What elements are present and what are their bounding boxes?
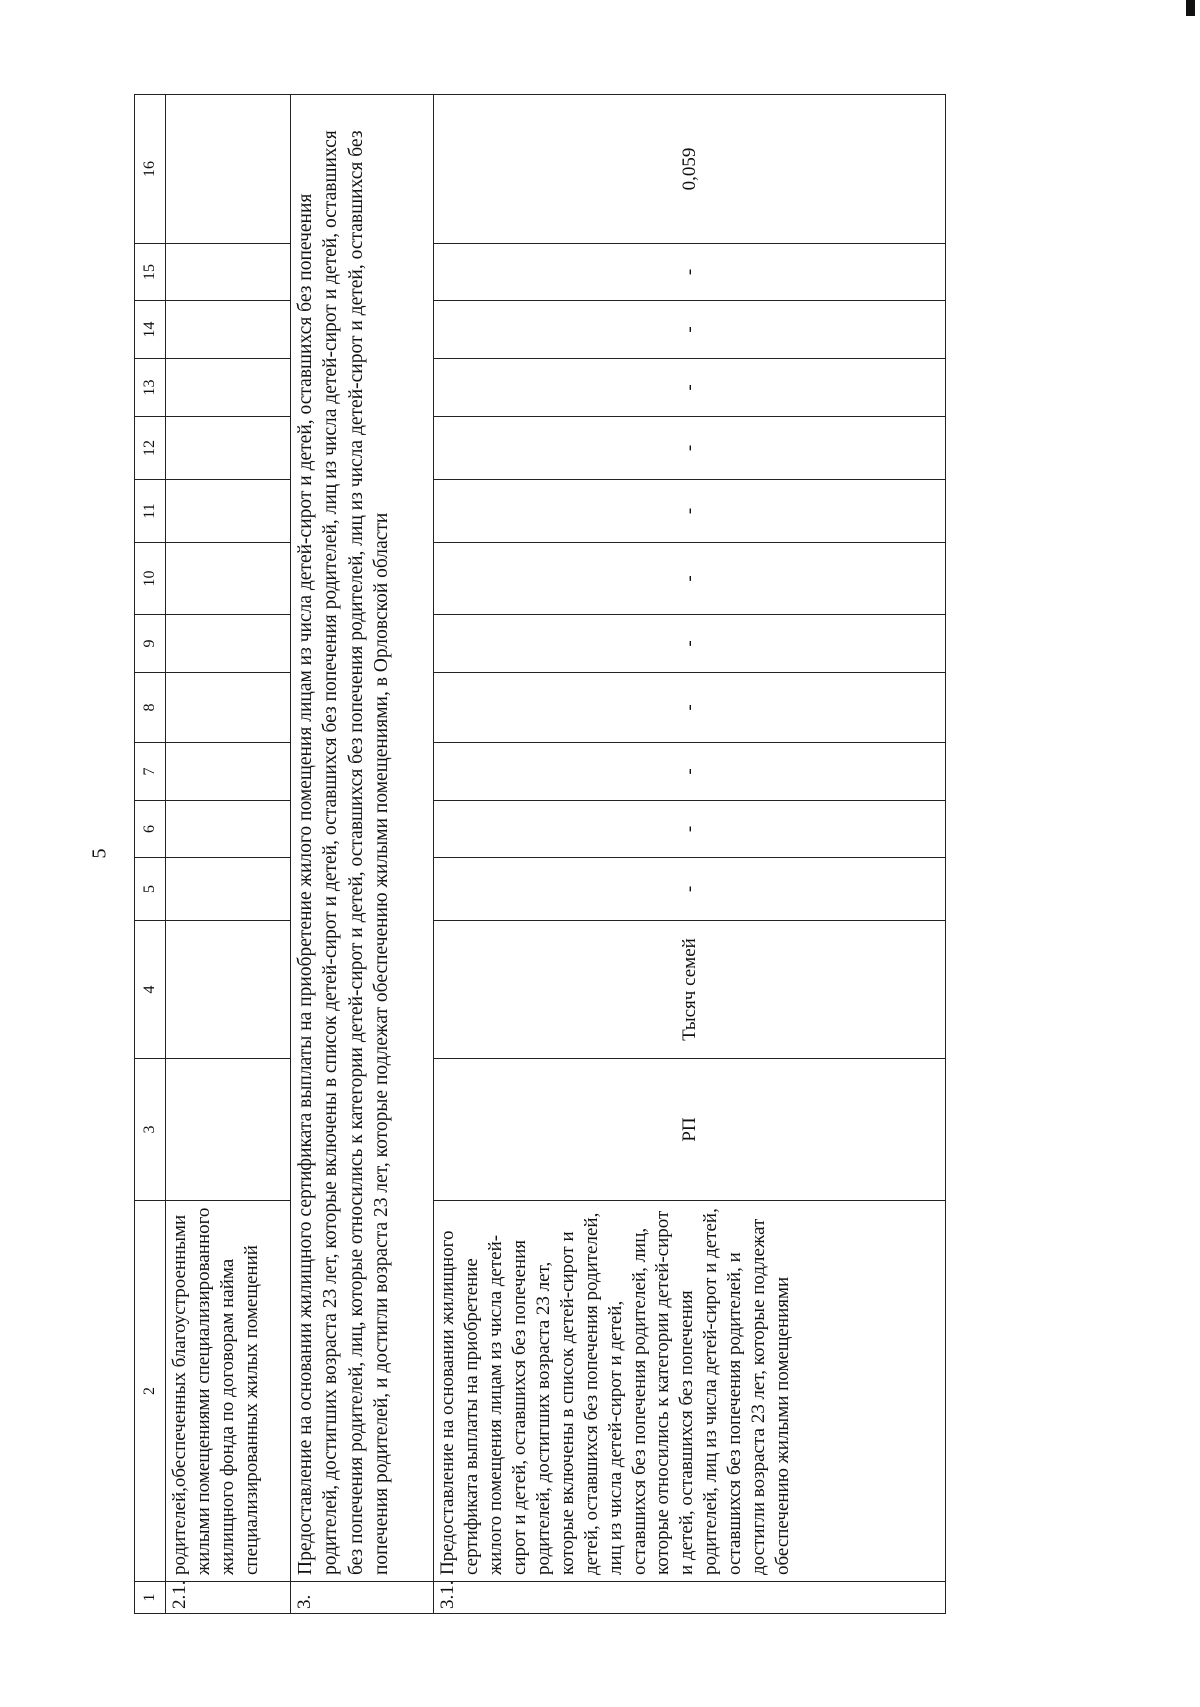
col-number: 11 [135, 480, 166, 543]
row-number: 2.1. [166, 1582, 291, 1614]
value-cell: - [434, 543, 946, 615]
row-description: родителей,обеспеченных благоустроенными жилыми помещениями специализированного жилищного фонда по договорам найма специализированных жилых помещений [166, 1201, 291, 1582]
value-cell: - [434, 417, 946, 480]
value-cell: - [434, 359, 946, 417]
col-number: 6 [135, 801, 166, 858]
col-number: 1 [135, 1582, 166, 1614]
indicator-table [134, 94, 946, 1614]
col-number: 9 [135, 615, 166, 673]
col-number: 8 [135, 673, 166, 743]
empty-cell [166, 743, 291, 801]
empty-cell [166, 673, 291, 743]
col-number: 4 [135, 921, 166, 1059]
row-number: 3. [291, 1582, 434, 1614]
value-cell: - [434, 673, 946, 743]
rotated-table-wrapper [134, 94, 946, 1614]
section-heading: Предоставление на основании жилищного сертификата выплаты на приобретение жилого помещения лицам из числа детей-сирот и детей, оставшихся без попечения родителей, достигших возраста 23 лет, которые включены в список детей-сирот и детей, оставшихся без попечения родителей, лиц из числа детей-сирот и детей, оставшихся без попечения родителей, лиц, которые относились к категории детей-сирот и детей, оставшихся без попечения родителей, лиц из числа детей-сирот и детей, оставшихся без попечения родителей, и достигли возраста 23 лет, которые подлежат обеспечению жилыми помещениями, в Орловской области [291, 95, 434, 1582]
empty-cell [166, 858, 291, 921]
value-cell: - [434, 301, 946, 359]
table-row-3 [291, 95, 434, 1614]
unit-cell: Тысяч семей [434, 921, 946, 1059]
value-cell: - [434, 480, 946, 543]
empty-cell [166, 95, 291, 244]
value-cell: - [434, 858, 946, 921]
row-description: Предоставление на основании жилищного сертификата выплаты на приобретение жилого помещения лицам из числа детей-сирот и детей, оставшихся без попечения родителей, достигших возраста 23 лет, которые включены в список детей-сирот и детей, оставшихся без попечения родителей, лиц из числа детей-сирот и детей, оставшихся без попечения родителей, лиц, которые относились к категории детей-сирот и детей, оставшихся без попечения родителей, лиц из числа детей-сирот и детей, оставшихся без попечения родителей, и достигли возраста 23 лет, которые подлежат обеспечению жилыми помещениями [434, 1201, 946, 1582]
col-number: 10 [135, 543, 166, 615]
column-number-row [135, 95, 166, 1614]
empty-cell [166, 801, 291, 858]
empty-cell [166, 480, 291, 543]
value-cell: - [434, 801, 946, 858]
col-number: 16 [135, 95, 166, 244]
empty-cell [166, 301, 291, 359]
empty-cell [166, 921, 291, 1059]
col-number: 12 [135, 417, 166, 480]
responsible-cell: РП [434, 1059, 946, 1201]
page-number: 5 [88, 848, 111, 859]
col-number: 15 [135, 244, 166, 301]
empty-cell [166, 417, 291, 480]
value-cell: 0,059 [434, 95, 946, 244]
col-number: 14 [135, 301, 166, 359]
col-number: 13 [135, 359, 166, 417]
value-cell: - [434, 244, 946, 301]
empty-cell [166, 543, 291, 615]
col-number: 2 [135, 1201, 166, 1582]
col-number: 7 [135, 743, 166, 801]
scan-corner-mark [1186, 0, 1195, 16]
col-number: 5 [135, 858, 166, 921]
empty-cell [166, 244, 291, 301]
empty-cell [166, 359, 291, 417]
table-row-3-1 [434, 95, 946, 1614]
empty-cell [166, 1059, 291, 1201]
table-row-2-1 [166, 95, 291, 1614]
value-cell: - [434, 615, 946, 673]
row-number: 3.1. [434, 1582, 946, 1614]
col-number: 3 [135, 1059, 166, 1201]
value-cell: - [434, 743, 946, 801]
empty-cell [166, 615, 291, 673]
